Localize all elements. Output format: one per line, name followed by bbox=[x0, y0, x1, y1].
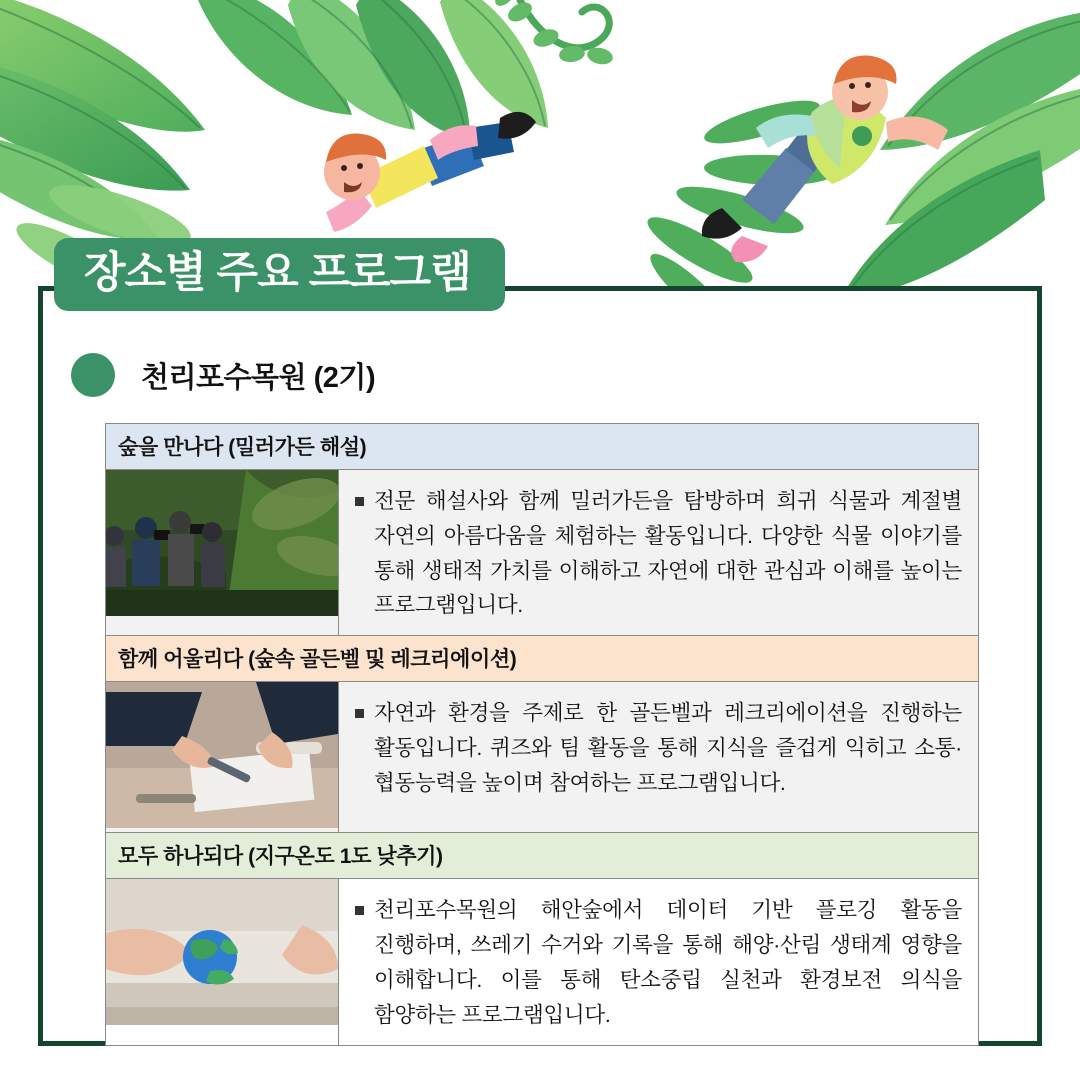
square-bullet-icon bbox=[355, 906, 364, 915]
page-title: 장소별 주요 프로그램 bbox=[84, 249, 471, 297]
program-description-3: 천리포수목원의 해안숲에서 데이터 기반 플로깅 활동을 진행하며, 쓰레기 수거와 기록을 통해 해양·산림 생태계 영향을 이해합니다. 이를 통해 탄소중립 실천과 환경보전 의식을 함양하는 프로그램입니다. bbox=[374, 898, 962, 1027]
program-description-cell-1 bbox=[339, 470, 978, 635]
section-heading bbox=[71, 353, 375, 397]
program-description-1: 전문 해설사와 함께 밀러가든을 탐방하며 희귀 식물과 계절별 자연의 아름다움을 체험하는 활동입니다. 다양한 식물 이야기를 통해 생태적 가치를 이해하고 자연에 대한 관심과 이해를 높이는 프로그램입니다. bbox=[374, 489, 962, 618]
table-row bbox=[106, 470, 978, 636]
program-table bbox=[105, 423, 979, 1046]
section-heading-label: 천리포수목원 (2기) bbox=[141, 361, 376, 394]
square-bullet-icon bbox=[355, 497, 364, 506]
program-description-2: 자연과 환경을 주제로 한 골든벨과 레크리에이션을 진행하는 활동입니다. 퀴즈와 팀 활동을 통해 지식을 즐겁게 익히고 소통·협동능력을 높이며 참여하는 프로그램입니다. bbox=[374, 701, 962, 795]
program-name-1: 숲을 만나다 (밀러가든 해설) bbox=[106, 424, 978, 470]
program-image-2 bbox=[106, 682, 339, 832]
bullet-dot-icon bbox=[71, 353, 115, 397]
table-row bbox=[106, 682, 978, 833]
square-bullet-icon bbox=[355, 709, 364, 718]
program-description-cell-2 bbox=[339, 682, 978, 832]
program-description-cell-3 bbox=[339, 879, 978, 1044]
program-image-1 bbox=[106, 470, 339, 635]
program-image-3 bbox=[106, 879, 339, 1044]
title-tab bbox=[54, 238, 505, 311]
program-name-3: 모두 하나되다 (지구온도 1도 낮추기) bbox=[106, 833, 978, 879]
program-name-2: 함께 어울리다 (숲속 골든벨 및 레크리에이션) bbox=[106, 636, 978, 682]
table-row bbox=[106, 879, 978, 1045]
content-card bbox=[38, 286, 1042, 1046]
